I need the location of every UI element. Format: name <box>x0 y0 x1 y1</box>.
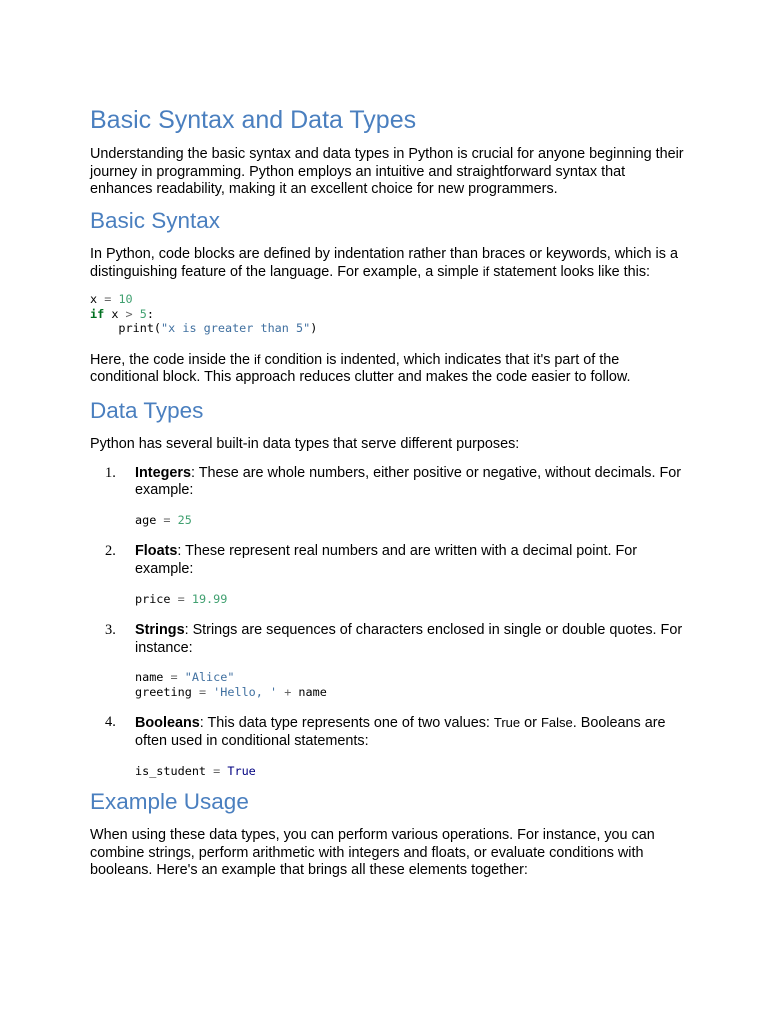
inline-code-if: if <box>254 351 261 367</box>
list-number: 3. <box>105 622 116 639</box>
data-types-intro: Python has several built-in data types that serve different purposes: <box>90 435 520 452</box>
basic-syntax-paragraph-1: In Python, code blocks are defined by indentation rather than braces or keywords, which is a distinguishing feature of the language. For example, a simple if statement looks like this: <box>90 245 678 281</box>
code-block-boolean: is_student = True <box>135 763 256 778</box>
section-heading-example-usage: Example Usage <box>90 789 249 815</box>
document-page <box>90 103 686 880</box>
section-heading-data-types: Data Types <box>90 397 204 423</box>
inline-code-true: True <box>493 715 521 731</box>
code-block-integer: age = 25 <box>135 512 192 527</box>
term-strings: Strings <box>135 622 185 639</box>
list-item-booleans: 4. Booleans: This data type represents one of two values: True or False. Booleans are often used in conditional statements: is_student = True <box>90 714 686 778</box>
section-heading-basic-syntax: Basic Syntax <box>90 207 221 233</box>
list-number: 1. <box>105 464 116 481</box>
basic-syntax-paragraph-2: Here, the code inside the if condition is indented, which indicates that it's part of the conditional block. This approach reduces clutter and makes the code easier to follow. <box>90 351 631 386</box>
term-booleans: Booleans <box>135 715 200 732</box>
list-item-integers: 1. Integers: These are whole numbers, either positive or negative, without decimals. For example: age = 25 <box>90 465 686 528</box>
code-block-string: name = "Alice" greeting = 'Hello, ' + name <box>135 670 327 699</box>
list-item-strings: 3. Strings: Strings are sequences of characters enclosed in single or double quotes. For instance: name = "Alice" greeting = 'Hello, ' + name <box>90 622 686 699</box>
data-types-list <box>90 465 686 779</box>
term-floats: Floats <box>135 543 178 560</box>
inline-code-false: False <box>540 715 573 731</box>
page-title: Basic Syntax and Data Types <box>90 106 417 134</box>
intro-paragraph: Understanding the basic syntax and data types in Python is crucial for anyone beginning their journey in programming. Python employs an intuitive and straightforward syntax that enhances readability, making it an excellent choice for new programmers. <box>90 146 684 198</box>
list-number: 4. <box>105 714 116 731</box>
code-block-if-example: x = 10 if x > 5: print("x is greater than 5") <box>90 291 318 336</box>
code-block-float: price = 19.99 <box>135 591 228 606</box>
term-integers: Integers <box>135 464 191 481</box>
example-usage-paragraph: When using these data types, you can perform various operations. For instance, you can combine strings, perform arithmetic with integers and floats, or evaluate conditions with booleans. Here's an example that brings all these elements together: <box>90 827 655 879</box>
list-item-floats: 2. Floats: These represent real numbers and are written with a decimal point. For example: price = 19.99 <box>90 543 686 606</box>
inline-code-if: if <box>482 264 490 280</box>
list-number: 2. <box>105 543 116 560</box>
